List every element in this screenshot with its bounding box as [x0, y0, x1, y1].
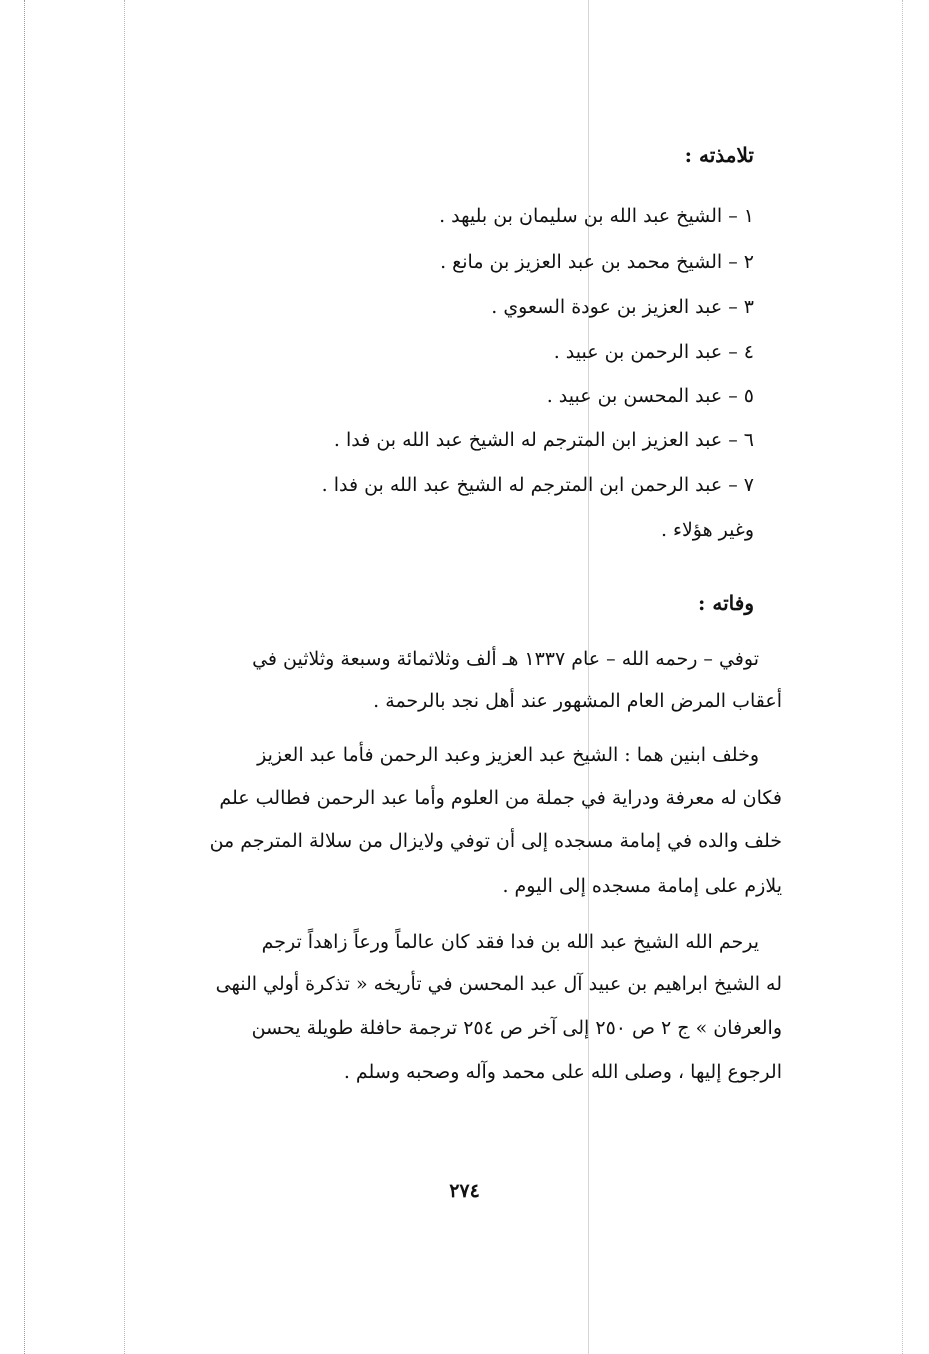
paragraph-2-line-1: وخلف ابنين هما : الشيخ عبد العزيز وعبد الرحمن فأما عبد العزيز: [257, 744, 759, 766]
student-item-5: ٥ – عبد المحسن بن عبيد .: [546, 385, 754, 407]
paragraph-2-line-3: خلف والده في إمامة مسجده إلى أن توفي ولايزال من سلالة المترجم من: [209, 830, 782, 852]
paragraph-3-line-1: يرحم الله الشيخ عبد الله بن فدا فقد كان عالماً ورعاً زاهداً ترجم: [261, 931, 759, 953]
paragraph-1-line-1: توفي – رحمه الله – عام ١٣٣٧ هـ ألف وثلاثمائة وسبعة وثلاثين في: [252, 648, 759, 670]
page-number: ٢٧٤: [449, 1180, 480, 1202]
scan-fold-line: [588, 0, 589, 1354]
paragraph-2-line-4: يلازم على إمامة مسجده إلى اليوم .: [502, 875, 782, 897]
scan-margin-line-left: [24, 0, 25, 1354]
scan-margin-line-inner: [124, 0, 125, 1354]
student-item-7: ٧ – عبد الرحمن ابن المترجم له الشيخ عبد الله بن فدا .: [321, 474, 754, 496]
paragraph-3-line-3: والعرفان » ج ٢ ص ٢٥٠ إلى آخر ص ٢٥٤ ترجمة حافلة طويلة يحسن: [251, 1017, 782, 1039]
student-item-4: ٤ – عبد الرحمن بن عبيد .: [553, 341, 754, 363]
paragraph-3-line-2: له الشيخ ابراهيم بن عبيد آل عبد المحسن في تأريخه « تذكرة أولي النهى: [215, 973, 782, 995]
death-heading: وفاته :: [698, 591, 754, 615]
student-item-1: ١ – الشيخ عبد الله بن سليمان بن بليهد .: [439, 205, 754, 227]
paragraph-3-line-4: الرجوع إليها ، وصلى الله على محمد وآله وصحبه وسلم .: [343, 1061, 782, 1083]
others-line: وغير هؤلاء .: [660, 519, 754, 541]
paragraph-1-line-2: أعقاب المرض العام المشهور عند أهل نجد بالرحمة .: [373, 690, 782, 712]
scan-margin-line-right: [902, 0, 903, 1354]
student-item-6: ٦ – عبد العزيز ابن المترجم له الشيخ عبد الله بن فدا .: [333, 429, 754, 451]
student-item-2: ٢ – الشيخ محمد بن عبد العزيز بن مانع .: [440, 251, 754, 273]
paragraph-2-line-2: فكان له معرفة ودراية في جملة من العلوم وأما عبد الرحمن فطالب علم: [219, 787, 782, 809]
students-heading: تلامذته :: [684, 143, 754, 167]
student-item-3: ٣ – عبد العزيز بن عودة السعوي .: [491, 296, 754, 318]
